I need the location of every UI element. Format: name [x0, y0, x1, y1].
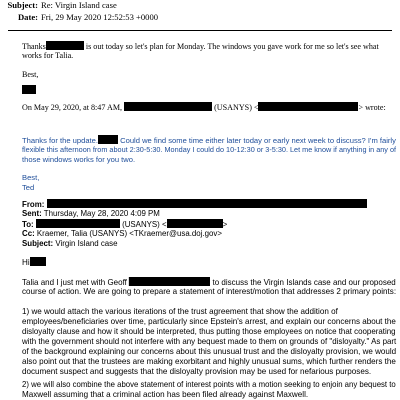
- redaction: [47, 199, 367, 208]
- paragraph-2-line: disloyalty clause and how it should be interpreted, thus putting those employees on notice that cooperating: [22, 327, 396, 336]
- cc-row: Cc: Kraemer, Talia (USANYS) <TKraemer@usa.doj.gov>: [22, 229, 222, 238]
- date-label: Date:: [17, 12, 38, 22]
- subject-value: Re: Virgin Island case: [41, 0, 117, 10]
- quoted-signoff: Best,: [22, 173, 40, 182]
- redaction: [36, 219, 120, 228]
- paragraph-2-line: employees/beneficiaries over time, particularly since Epstein's arrest, and explain our concerns about the: [22, 317, 396, 326]
- from-row: From:: [22, 199, 367, 210]
- paragraph-2-line: document suspect and suggests that the disloyalty provision may be used for nefarious purposes.: [22, 367, 372, 376]
- sent-row: Sent: Thursday, May 28, 2020 4:09 PM: [22, 209, 160, 218]
- reply-signoff: Best,: [22, 70, 39, 79]
- subject-label: Subject:: [7, 0, 38, 10]
- redaction: [129, 277, 210, 286]
- paragraph-3-line: 2) we will also combine the above statement of interest points with a motion seeking to enjoin any bequest to: [22, 380, 396, 389]
- paragraph-2-line: 1) we would attach the various iterations of the trust agreement that show the addition of: [22, 307, 338, 316]
- redaction: [30, 257, 46, 266]
- to-row: To: (USANYS) < >: [22, 220, 228, 229]
- redaction: [98, 135, 118, 144]
- quote-intro: On May 29, 2020, at 8:47 AM, (USANYS) < > wrote:: [22, 103, 386, 112]
- paragraph-1-line-2: course of action. We are going to prepare a statement of interest/motion that addresses 2 primary points:: [22, 287, 397, 296]
- redaction: [22, 85, 36, 94]
- quoted-line-3: those windows works for you two.: [22, 155, 136, 164]
- paragraph-3-line: Maxwell assuming that a criminal action has been filed already against Maxwell.: [22, 390, 309, 399]
- redaction: [167, 219, 223, 228]
- paragraph-2-line: also point out that the trustees are making exorbitant and highly unusual sums, which further renders the: [22, 357, 396, 366]
- reply-line-1: Thanks is out today so let's plan for Monday. The windows you gave work for me so let's see what: [22, 42, 379, 51]
- redaction: [46, 41, 84, 50]
- date-row: [4, 12, 158, 22]
- reply-signature: [22, 80, 36, 98]
- header-divider: [8, 30, 392, 31]
- paragraph-2-line: of the background explaining our concerns about this unusual trust and the disloyalty provision, we would: [22, 347, 397, 356]
- quoted-line-2: flexible this afternoon from about 2:30-5:30. Monday I could do 10-12:30 or 3-5:30. Let me know if anything in any of: [22, 145, 397, 154]
- redaction: [258, 102, 358, 111]
- paragraph-2-line: with the government should not interfere with any bequest made to them on grounds of "disloyalty." As part: [22, 337, 397, 346]
- quoted-name: Ted: [22, 183, 35, 192]
- paragraph-1-line-1: Talia and I just met with Geoff to discuss the Virgin Islands case and our proposed: [22, 278, 396, 287]
- quoted-line-1: Thanks for the update. Could we find some time either later today or early next week to discuss? I'm fairly: [22, 136, 396, 145]
- reply-line-2: works for Talia.: [22, 51, 74, 60]
- greeting: Hi: [22, 257, 46, 268]
- fwd-subject-row: Subject: Virgin Island case: [22, 239, 118, 248]
- subject-row: [4, 0, 117, 10]
- date-value: Fri, 29 May 2020 12:52:53 +0000: [41, 12, 159, 22]
- redaction: [124, 102, 212, 111]
